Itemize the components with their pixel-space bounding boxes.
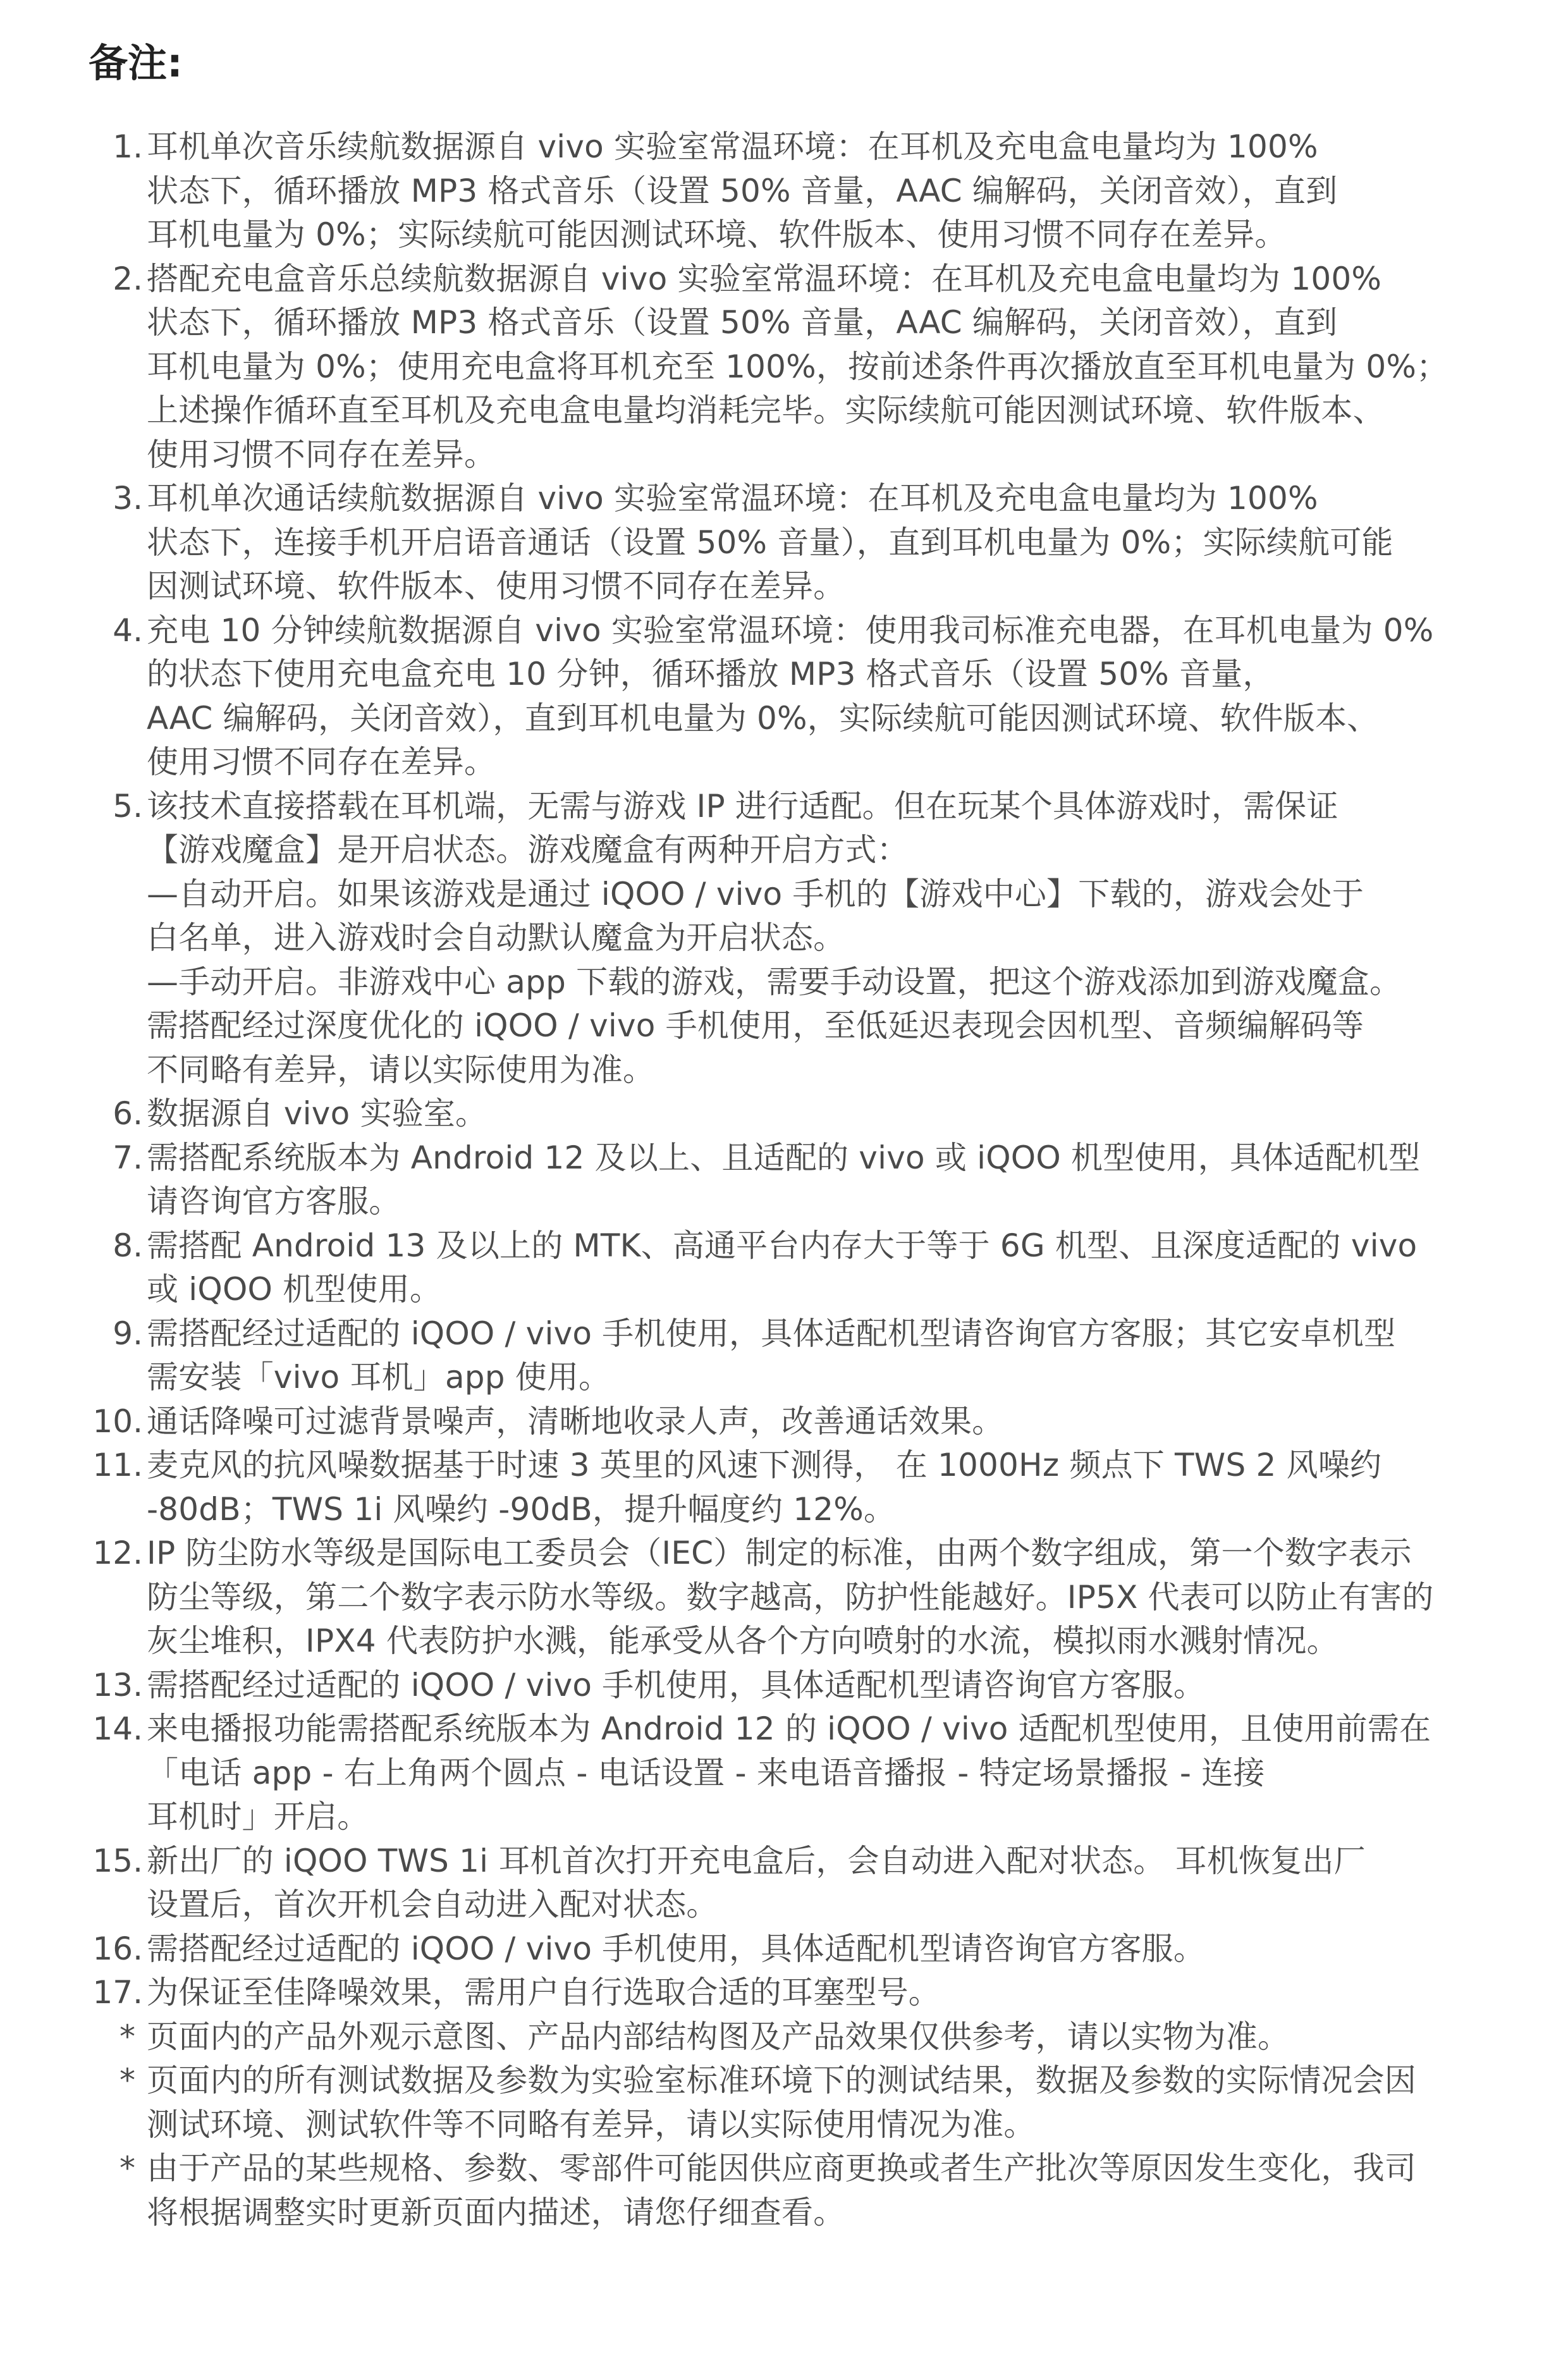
note-asterisk: *: [119, 2062, 135, 2099]
note-line: 因测试环境、软件版本、使用习惯不同存在差异。: [147, 568, 845, 604]
note-line: 需搭配经过适配的 iQOO / vivo 手机使用，具体适配机型请咨询官方客服；其它安卓机型: [147, 1315, 1396, 1352]
note-number: 17.: [92, 1974, 143, 2011]
note-item: [89, 1136, 1517, 1224]
note-line: -80dB；TWS 1i 风噪约 -90dB，提升幅度约 12%。: [147, 1490, 896, 1528]
note-number: 15.: [92, 1842, 143, 1879]
note-line: 耳机时」开启。: [147, 1798, 369, 1835]
note-text: [147, 609, 1517, 785]
note-line: 将根据调整实时更新页面内描述，请您仔细查看。: [147, 2194, 845, 2231]
note-item: [89, 257, 1517, 477]
note-line: 搭配充电盒音乐总续航数据源自 vivo 实验室常温环境：在耳机及充电盒电量均为 100%: [147, 260, 1382, 297]
notes-list: [89, 125, 1517, 2235]
note-line: 灰尘堆积，IPX4 代表防护水溅，能承受从各个方向喷射的水流，模拟雨水溅射情况。: [147, 1623, 1338, 1659]
note-line: 需搭配经过适配的 iQOO / vivo 手机使用，具体适配机型请咨询官方客服。: [147, 1930, 1206, 1967]
note-line: 通话降噪可过滤背景噪声，清晰地收录人声，改善通话效果。: [147, 1402, 1004, 1440]
note-line: —手动开启。非游戏中心 app 下载的游戏，需要手动设置，把这个游戏添加到游戏魔盒。: [147, 963, 1402, 1000]
note-line: 由于产品的某些规格、参数、零部件可能因供应商更换或者生产批次等原因发生变化，我司: [147, 2150, 1416, 2187]
note-number: 4.: [113, 611, 143, 649]
note-line: 需安装「vivo 耳机」app 使用。: [147, 1359, 611, 1396]
note-line: 测试环境、测试软件等不同略有差异，请以实际使用情况为准。: [147, 2106, 1036, 2143]
note-line: 该技术直接搭载在耳机端，无需与游戏 IP 进行适配。但在玩某个具体游戏时，需保证: [147, 787, 1338, 825]
note-item: [89, 1224, 1517, 1312]
note-line: 页面内的产品外观示意图、产品内部结构图及产品效果仅供参考，请以实物为准。: [147, 2018, 1290, 2055]
note-line: 麦克风的抗风噪数据基于时速 3 英里的风速下测得， 在 1000Hz 频点下 TWS 2 风噪约: [147, 1447, 1382, 1483]
note-item: [89, 785, 1517, 1093]
note-line: 上述操作循环直至耳机及充电盒电量均消耗完毕。实际续航可能因测试环境、软件版本、: [147, 392, 1385, 429]
note-text: [147, 1224, 1517, 1312]
note-text: [147, 785, 1517, 1093]
note-item: [89, 1531, 1517, 1664]
note-text: [147, 1971, 1517, 2015]
note-item: [89, 2015, 1517, 2059]
note-line: 状态下，循环播放 MP3 格式音乐（设置 50% 音量，AAC 编解码，关闭音效），直到: [147, 304, 1338, 341]
note-line: 需搭配经过适配的 iQOO / vivo 手机使用，具体适配机型请咨询官方客服。: [147, 1666, 1206, 1703]
note-line: IP 防尘防水等级是国际电工委员会（IEC）制定的标准，由两个数字组成，第一个数字表示: [147, 1535, 1412, 1571]
note-item: [89, 2147, 1517, 2235]
note-item: [89, 1839, 1517, 1927]
note-number: 6.: [113, 1095, 143, 1132]
note-text: [147, 2015, 1517, 2059]
note-line: 白名单，进入游戏时会自动默认魔盒为开启状态。: [147, 919, 845, 956]
note-line: 设置后，首次开机会自动进入配对状态。: [147, 1886, 718, 1923]
note-text: [147, 2147, 1517, 2235]
note-line: 请咨询官方客服。: [147, 1183, 401, 1220]
note-number: 8.: [113, 1227, 143, 1264]
note-number: 13.: [92, 1666, 143, 1703]
note-line: 数据源自 vivo 实验室。: [147, 1095, 487, 1132]
note-asterisk: *: [119, 2018, 135, 2055]
note-text: [147, 1312, 1517, 1400]
note-item: [89, 609, 1517, 785]
note-item: [89, 1092, 1517, 1136]
note-text: [147, 1136, 1517, 1224]
note-text: [147, 125, 1517, 257]
note-text: [147, 1707, 1517, 1839]
note-line: 状态下，循环播放 MP3 格式音乐（设置 50% 音量，AAC 编解码，关闭音效），直到: [147, 172, 1338, 209]
note-line: —自动开启。如果该游戏是通过 iQOO / vivo 手机的【游戏中心】下载的，游戏会处于: [147, 875, 1364, 912]
note-line: 需搭配 Android 13 及以上的 MTK、高通平台内存大于等于 6G 机型、且深度适配的 vivo: [147, 1227, 1418, 1264]
note-text: [147, 1927, 1517, 1972]
note-number: 14.: [92, 1710, 143, 1747]
note-number: 5.: [113, 787, 143, 825]
note-line: 耳机电量为 0%；使用充电盒将耳机充至 100%，按前述条件再次播放直至耳机电量为 0%；: [147, 348, 1449, 385]
note-line: 使用习惯不同存在差异。: [147, 744, 496, 780]
note-item: [89, 1312, 1517, 1400]
note-line: 或 iQOO 机型使用。: [147, 1271, 442, 1308]
note-line: 需搭配经过深度优化的 iQOO / vivo 手机使用，至低延迟表现会因机型、音频编解码等: [147, 1007, 1364, 1044]
note-line: 使用习惯不同存在差异。: [147, 436, 496, 473]
note-item: [89, 125, 1517, 257]
note-line: 的状态下使用充电盒充电 10 分钟，循环播放 MP3 格式音乐（设置 50% 音量，: [147, 656, 1275, 692]
note-line: 不同略有差异，请以实际使用为准。: [147, 1051, 655, 1088]
note-line: 充电 10 分钟续航数据源自 vivo 实验室常温环境：使用我司标准充电器，在耳机电量为 0%: [147, 611, 1434, 649]
note-number: 3.: [113, 480, 143, 517]
note-number: 11.: [92, 1447, 143, 1483]
note-number: 12.: [92, 1535, 143, 1571]
note-item: [89, 1400, 1517, 1444]
note-line: AAC 编解码，关闭音效），直到耳机电量为 0%，实际续航可能因测试环境、软件版本、: [147, 699, 1379, 737]
note-text: [147, 1400, 1517, 1444]
note-text: [147, 1092, 1517, 1136]
note-line: 来电播报功能需搭配系统版本为 Android 12 的 iQOO / vivo 适配机型使用，且使用前需在: [147, 1710, 1431, 1747]
note-item: [89, 1971, 1517, 2015]
note-number: 1.: [113, 128, 143, 165]
note-text: [147, 1664, 1517, 1708]
note-line: 状态下，连接手机开启语音通话（设置 50% 音量），直到耳机电量为 0%；实际续航可能: [147, 524, 1393, 561]
note-item: [89, 1444, 1517, 1531]
note-text: [147, 2059, 1517, 2147]
note-line: 耳机单次通话续航数据源自 vivo 实验室常温环境：在耳机及充电盒电量均为 100%: [147, 480, 1318, 517]
note-number: 10.: [92, 1402, 143, 1440]
note-text: [147, 1839, 1517, 1927]
note-line: 需搭配系统版本为 Android 12 及以上、且适配的 vivo 或 iQOO 机型使用，具体适配机型: [147, 1139, 1421, 1176]
note-number: 9.: [113, 1315, 143, 1352]
note-number: 16.: [92, 1930, 143, 1967]
note-item: [89, 1664, 1517, 1708]
note-line: 耳机单次音乐续航数据源自 vivo 实验室常温环境：在耳机及充电盒电量均为 100%: [147, 128, 1318, 165]
note-line: 耳机电量为 0%；实际续航可能因测试环境、软件版本、使用习惯不同存在差异。: [147, 216, 1287, 253]
note-text: [147, 1531, 1517, 1664]
note-line: 「电话 app - 右上角两个圆点 - 电话设置 - 来电语音播报 - 特定场景播报 - 连接: [147, 1754, 1265, 1791]
note-text: [147, 257, 1517, 477]
note-text: [147, 477, 1517, 609]
note-line: 【游戏魔盒】是开启状态。游戏魔盒有两种开启方式：: [147, 832, 909, 868]
note-asterisk: *: [119, 2150, 135, 2187]
note-line: 新出厂的 iQOO TWS 1i 耳机首次打开充电盒后，会自动进入配对状态。 耳机恢复出厂: [147, 1842, 1366, 1879]
note-number: 2.: [113, 260, 143, 297]
note-item: [89, 1707, 1517, 1839]
note-item: [89, 477, 1517, 609]
note-line: 页面内的所有测试数据及参数为实验室标准环境下的测试结果，数据及参数的实际情况会因: [147, 2062, 1416, 2099]
note-item: [89, 1927, 1517, 1972]
note-item: [89, 2059, 1517, 2147]
notes-heading: 备注:: [89, 40, 183, 86]
note-number: 7.: [113, 1139, 143, 1176]
note-line: 防尘等级，第二个数字表示防水等级。数字越高，防护性能越好。IP5X 代表可以防止有害的: [147, 1578, 1434, 1616]
note-line: 为保证至佳降噪效果，需用户自行选取合适的耳塞型号。: [147, 1974, 940, 2011]
note-text: [147, 1444, 1517, 1531]
